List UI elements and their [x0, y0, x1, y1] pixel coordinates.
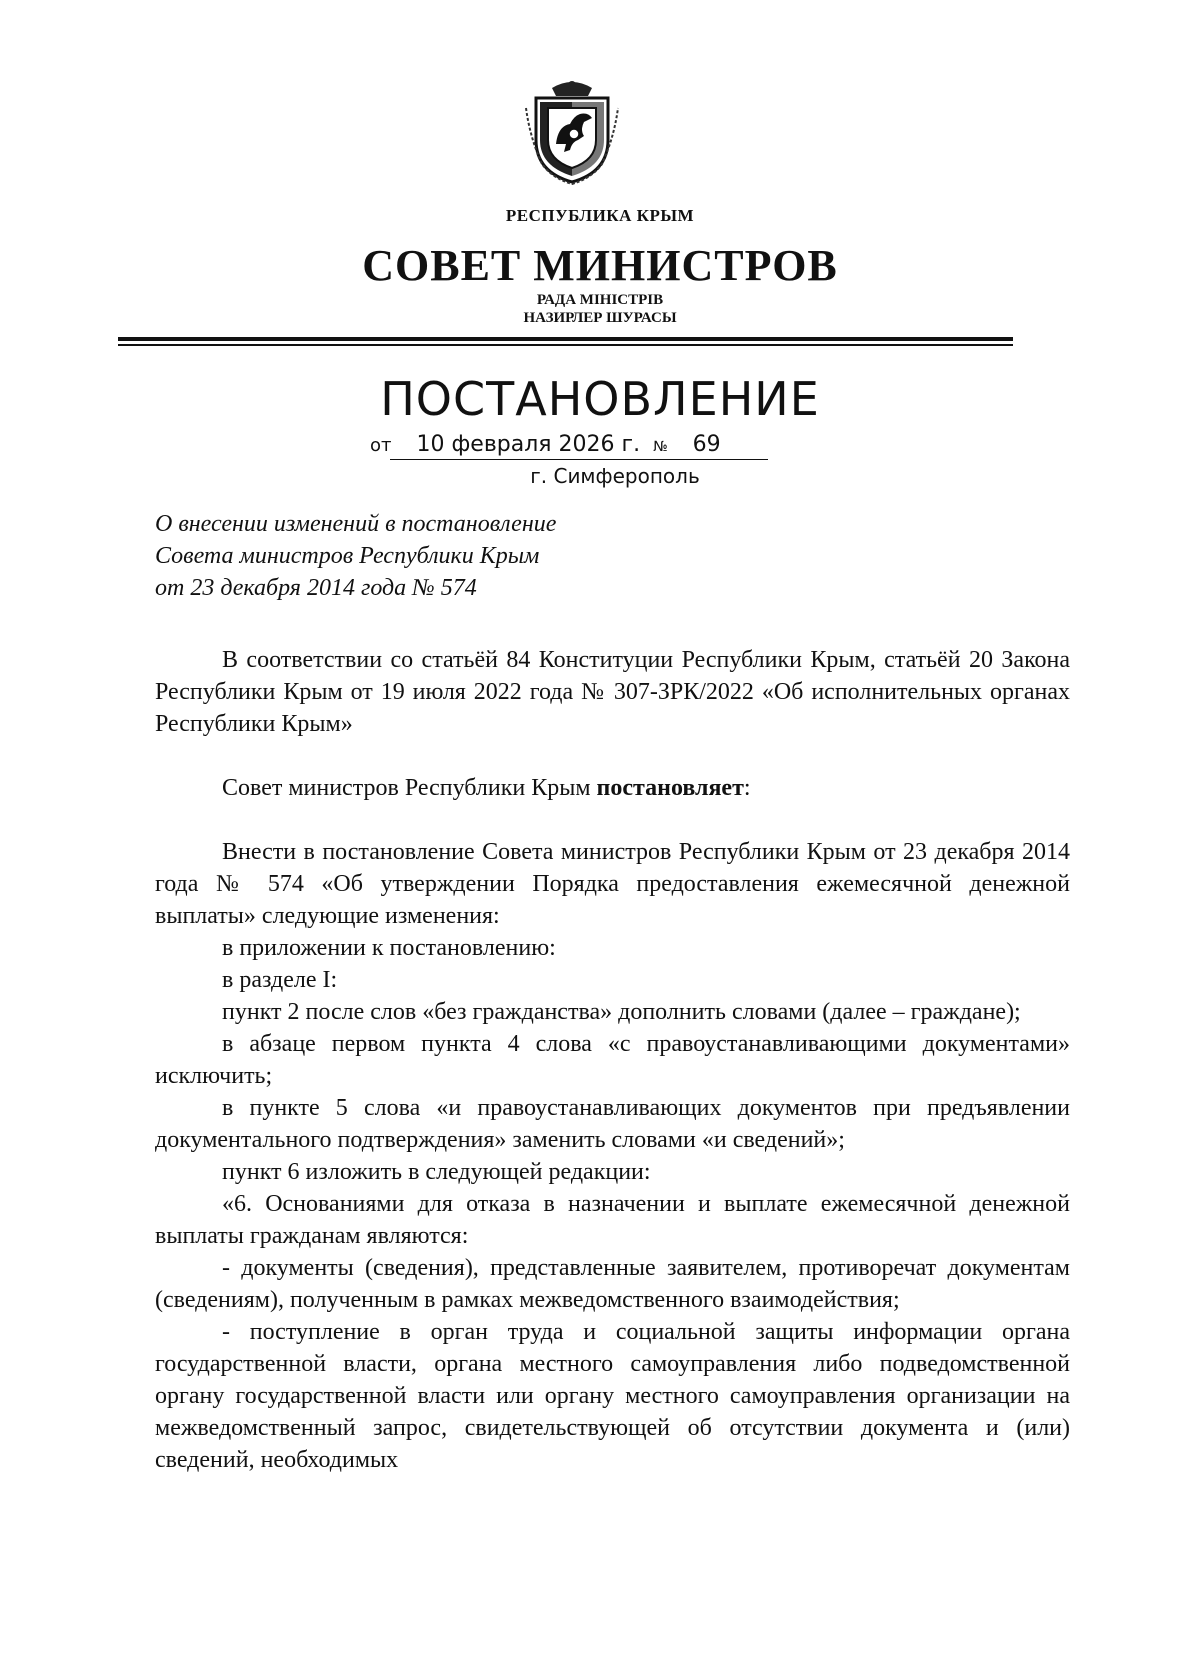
resolves-keyword: постановляет — [596, 775, 744, 801]
resolves-end: : — [743, 775, 751, 801]
document-subject — [155, 508, 556, 604]
coat-of-arms-emblem — [522, 78, 622, 186]
document-type-title: ПОСТАНОВЛЕНИЕ — [380, 372, 820, 426]
header-divider-thin — [118, 344, 1013, 346]
council-title-ukrainian: РАДА МІНІСТРІВ — [536, 292, 664, 308]
number-sign: № — [653, 439, 668, 455]
date-underline — [390, 459, 768, 460]
document-city: г. Симферополь — [530, 464, 700, 488]
body-paragraph: «6. Основаниями для отказа в назначении и выплате ежемесячной денежной выплаты гражданам являются: — [155, 1191, 1070, 1249]
document-body — [155, 644, 1070, 1476]
body-paragraph: - поступление в орган труда и социальной защиты информации органа государственной власти, органа местного самоуправления либо подведомственной органу государственной власти или органу местного самоуправления организации на межведомственный запрос, свидетельствующей об отсутствии документа и (или) сведений, необходимых — [155, 1319, 1070, 1473]
document-number: 69 — [692, 432, 721, 457]
subject-line: от 23 декабря 2014 года № 574 — [155, 575, 477, 601]
header-divider-thick — [118, 337, 1013, 341]
subject-line: Совета министров Республики Крым — [155, 543, 540, 569]
republic-name: РЕСПУБЛИКА КРЫМ — [505, 206, 695, 225]
body-paragraph: пункт 6 изложить в следующей редакции: — [222, 1159, 651, 1185]
body-paragraph: в абзаце первом пункта 4 слова «с правоустанавливающими документами» исключить; — [155, 1031, 1070, 1089]
council-title: СОВЕТ МИНИСТРОВ — [362, 241, 838, 290]
subject-line: О внесении изменений в постановление — [155, 511, 557, 537]
body-paragraph: - документы (сведения), представленные заявителем, противоречат документам (сведениям), полученным в рамках межведомственного взаимодействия; — [155, 1255, 1070, 1313]
council-title-crimean-tatar: НАЗИРЛЕР ШУРАСЫ — [523, 310, 677, 326]
preamble-paragraph: В соответствии со статьёй 84 Конституции Республики Крым, статьёй 20 Закона Республики Крым от 19 июля 2022 года № 307-ЗРК/2022 «Об исполнительных органах Республики Крым» — [155, 647, 1070, 737]
resolves-paragraph — [155, 772, 1070, 804]
resolves-lead: Совет министров Республики Крым — [222, 775, 591, 801]
date-prefix: от — [370, 435, 392, 456]
document-date: 10 февраля 2026 г. — [416, 432, 641, 457]
body-paragraph: в приложении к постановлению: — [222, 935, 556, 961]
body-paragraph: Внести в постановление Совета министров Республики Крым от 23 декабря 2014 года № 574 «Об утверждении Порядка предоставления ежемесячной денежной выплаты» следующие изменения: — [155, 839, 1070, 929]
body-paragraph: пункт 2 после слов «без гражданства» дополнить словами (далее – граждане); — [222, 999, 1021, 1025]
body-paragraph: в пункте 5 слова «и правоустанавливающих документов при предъявлении документального подтверждения» заменить словами «и сведений»; — [155, 1095, 1070, 1153]
body-paragraph: в разделе I: — [222, 967, 338, 993]
document-date-line — [370, 432, 770, 457]
